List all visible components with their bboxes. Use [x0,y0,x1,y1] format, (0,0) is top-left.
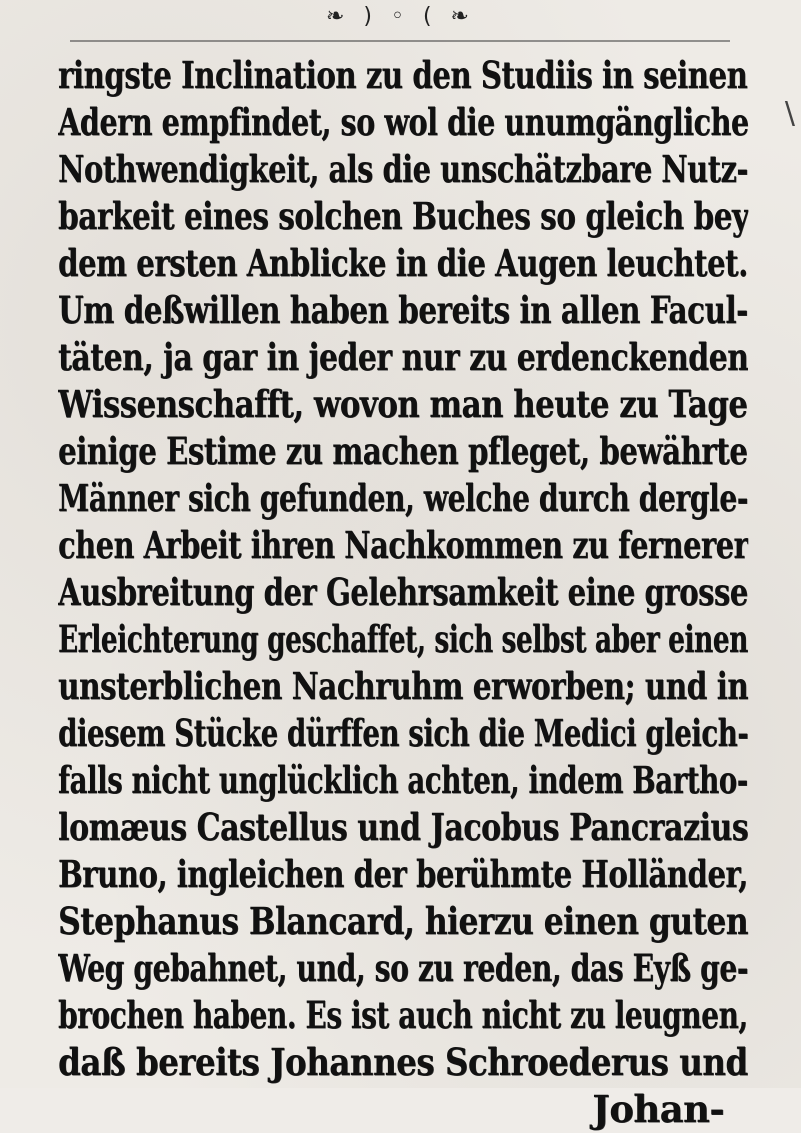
text-line: chen Arbeit ihren Nachkommen zu fernerer [58,523,749,567]
text-line: dem ersten Anblicke in die Augen leuchtet. [58,241,748,285]
header-rule [70,40,730,42]
text-line: Nothwendigkeit, als die unschätzbare Nutz- [58,147,748,191]
text-line: Bruno, ingleichen der berühmte Holländer, [58,852,748,896]
body-text [58,52,748,1133]
text-line: falls nicht unglücklich achten, indem Bartho- [58,758,748,802]
text-line: Männer sich gefunden, welche durch dergle- [58,476,748,520]
text-line: barkeit eines solchen Buches so gleich bey [58,194,749,238]
text-line: einige Estime zu machen pfleget, bewährte [58,429,748,473]
header-ornament: ❧ ) ◦ ( ❧ [326,4,475,29]
text-line: Adern empfindet, so wol die unumgängliche [58,100,749,144]
text-line: Ausbreitung der Gelehrsamkeit eine grosse [58,570,748,614]
text-line: diesem Stücke dürffen sich die Medici gleich- [58,711,749,755]
text-line: daß bereits Johannes Schroederus und [58,1040,748,1084]
text-line: brochen haben. Es ist auch nicht zu leugnen, [58,993,748,1037]
text-line: lomæus Castellus und Jacobus Pancrazius [58,805,749,849]
text-line: Um deßwillen haben bereits in allen Facul- [58,288,748,332]
margin-mark: \ [784,96,795,131]
text-line: Stephanus Blancard, hierzu einen guten [58,899,748,943]
text-line: täten, ja gar in jeder nur zu erdenckenden [58,335,748,379]
text-line: Weg gebahnet, und, so zu reden, das Eyß ge- [58,946,748,990]
text-line: Erleichterung geschaffet, sich selbst aber einen [58,617,748,661]
text-line: ringste Inclination zu den Studiis in seinen [58,53,748,97]
text-line: Wissenschafft, wovon man heute zu Tage [58,382,748,426]
text-line: unsterblichen Nachruhm erworben; und in [58,664,749,708]
catchword: Johan- [592,1087,724,1131]
